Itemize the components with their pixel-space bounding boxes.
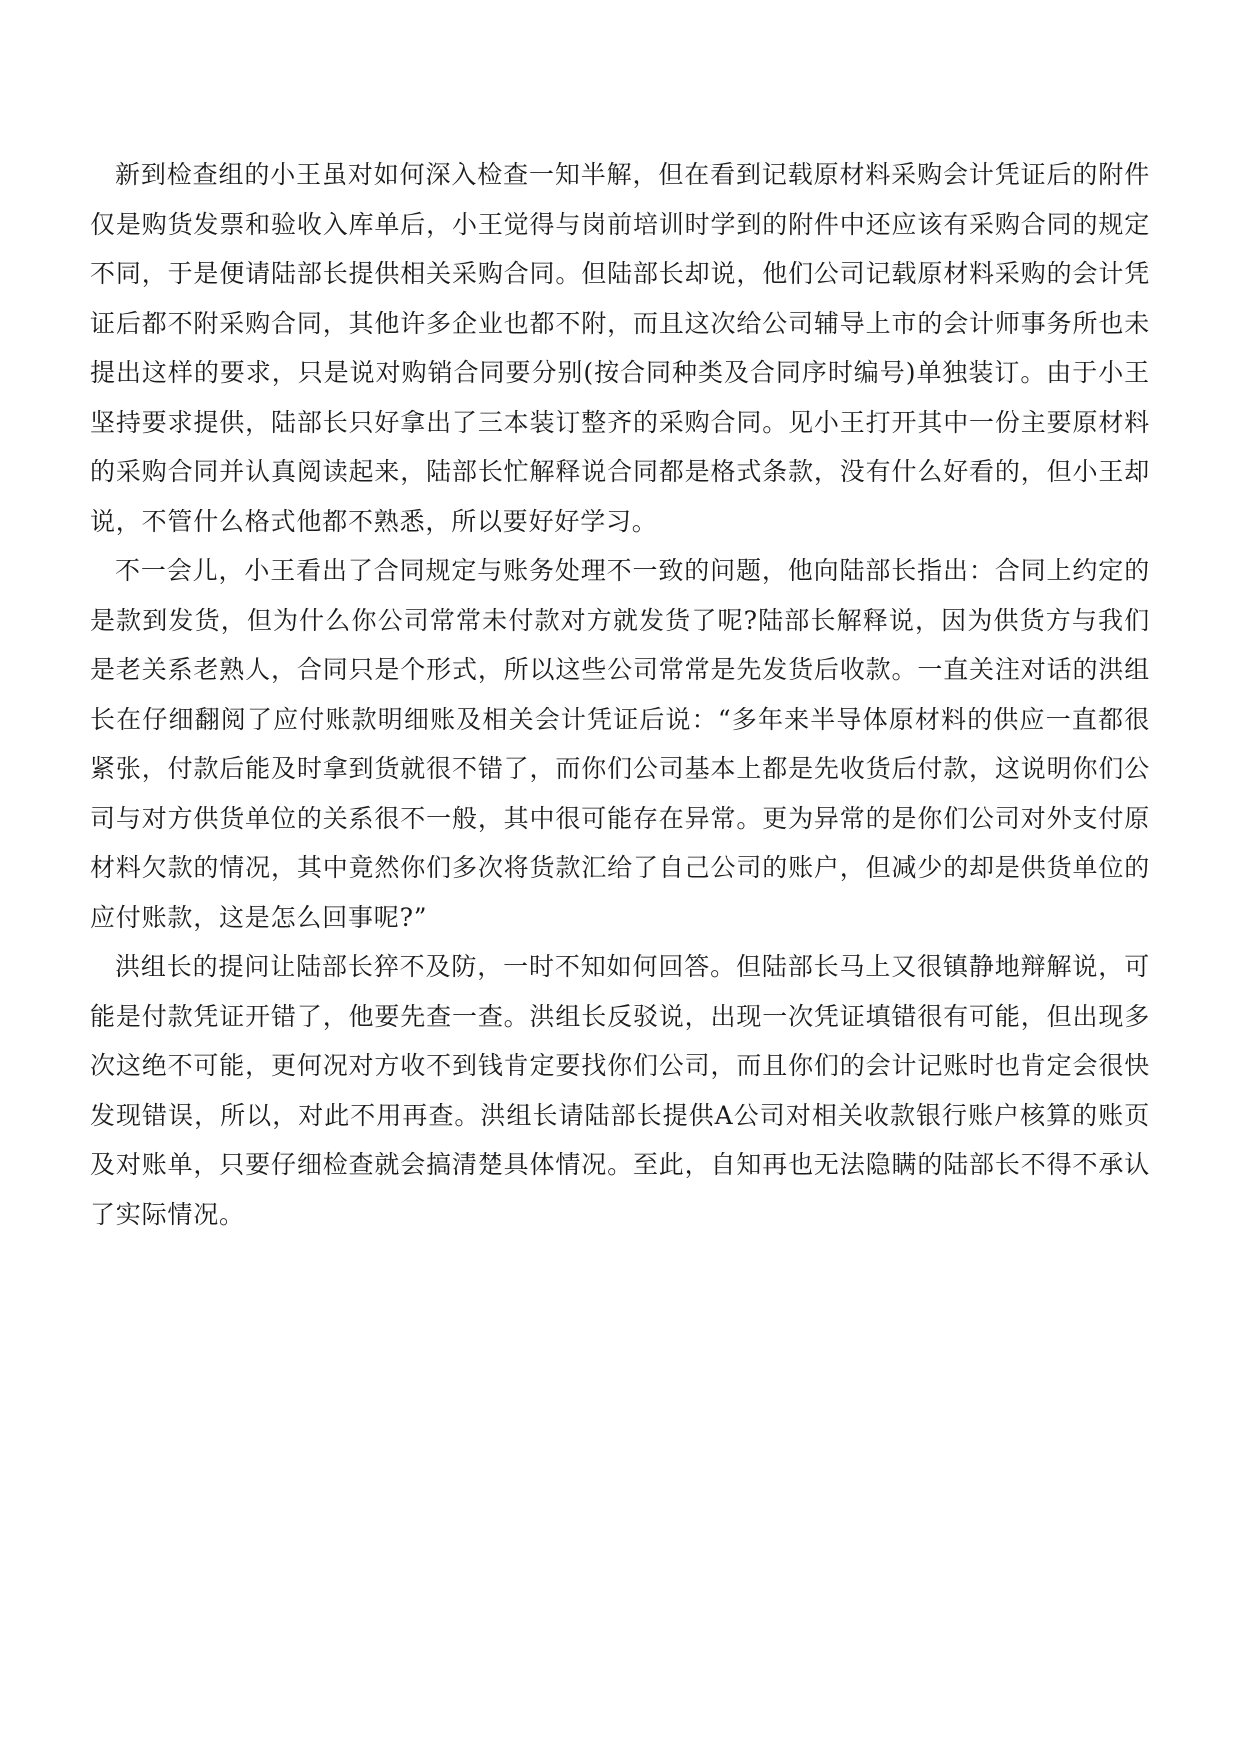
paragraph: 洪组长的提问让陆部长猝不及防，一时不知如何回答。但陆部长马上又很镇静地辩解说，可能是付款凭证开错了，他要先查一查。洪组长反驳说，出现一次凭证填错很有可能，但出现多次这绝不可能，更何况对方收不到钱肯定要找你们公司，而且你们的会计记账时也肯定会很快发现错误，所以，对此不用再查。洪组长请陆部长提供A公司对相关收款银行账户核算的账页及对账单，只要仔细检查就会搞清楚具体情况。至此，自知再也无法隐瞒的陆部长不得不承认了实际情况。 — [90, 952, 1150, 1229]
paragraph: 不一会儿，小王看出了合同规定与账务处理不一致的问题，他向陆部长指出：合同上约定的是款到发货，但为什么你公司常常未付款对方就发货了呢?陆部长解释说，因为供货方与我们是老关系老熟人，合同只是个形式，所以这些公司常常是先发货后收款。一直关注对话的洪组长在仔细翻阅了应付账款明细账及相关会计凭证后说：“多年来半导体原材料的供应一直都很紧张，付款后能及时拿到货就很不错了，而你们公司基本上都是先收货后付款，这说明你们公司与对方供货单位的关系很不一般，其中很可能存在异常。更为异常的是你们公司对外支付原材料欠款的情况，其中竟然你们多次将货款汇给了自己公司的账户，但减少的却是供货单位的应付账款，这是怎么回事呢?” — [90, 556, 1150, 932]
document-body — [90, 150, 1150, 1239]
paragraph: 新到检查组的小王虽对如何深入检查一知半解，但在看到记载原材料采购会计凭证后的附件仅是购货发票和验收入库单后，小王觉得与岗前培训时学到的附件中还应该有采购合同的规定不同，于是便请陆部长提供相关采购合同。但陆部长却说，他们公司记载原材料采购的会计凭证后都不附采购合同，其他许多企业也都不附，而且这次给公司辅导上市的会计师事务所也未提出这样的要求，只是说对购销合同要分别(按合同种类及合同序时编号)单独装订。由于小王坚持要求提供，陆部长只好拿出了三本装订整齐的采购合同。见小王打开其中一份主要原材料的采购合同并认真阅读起来，陆部长忙解释说合同都是格式条款，没有什么好看的，但小王却说，不管什么格式他都不熟悉，所以要好好学习。 — [90, 160, 1150, 536]
